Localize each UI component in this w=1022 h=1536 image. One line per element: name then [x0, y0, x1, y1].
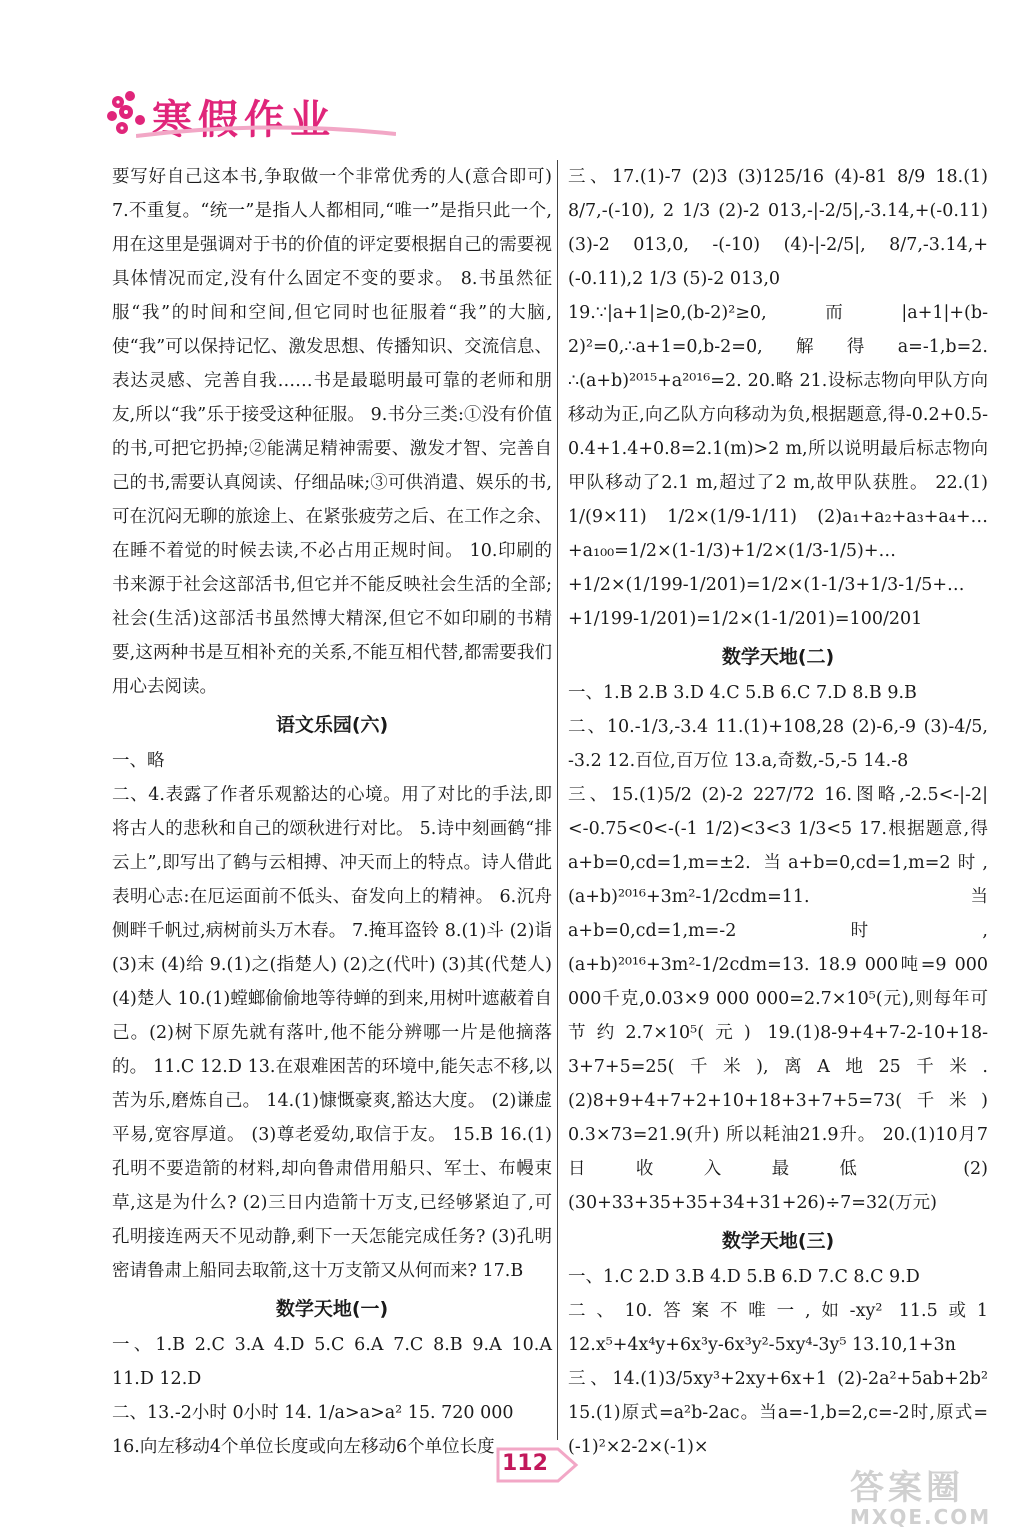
- page-header: [100, 82, 400, 152]
- right-column: [568, 160, 988, 1464]
- left-column: [112, 160, 552, 1464]
- watermark-line2: MXQE.COM: [850, 1505, 992, 1529]
- section-heading: 数学天地(一): [275, 1298, 389, 1320]
- section-heading: 数学天地(二): [721, 646, 835, 668]
- answer-paragraph: 一、略: [112, 751, 165, 771]
- answer-paragraph: 一、1.B 2.B 3.D 4.C 5.B 6.C 7.D 8.B 9.B: [568, 683, 917, 703]
- section-heading: 语文乐园(六): [275, 714, 389, 736]
- watermark: [850, 1460, 1000, 1530]
- watermark-line1: 答案圈: [850, 1468, 964, 1508]
- answer-paragraph: 19.∵|a+1|≥0,(b-2)²≥0,而|a+1|+(b-2)²=0,∴a+1=0,b-2=0,解得a=-1,b=2. ∴(a+b)²⁰¹⁵+a²⁰¹⁶=2. 20.略 21.设标志物向甲队方向移动为正,向乙队方向移动为负,根据题意,得-0.2+0.5-0.4+1.4+0.8=2.1(m)>2 m,所以说明最后标志物向甲队移动了2.1 m,超过了2 m,故甲队获胜。 22.(1) 1/(9×11) 1/2×(1/9-1/11) (2)a₁+a₂+a₃+a₄+…+a₁₀₀=1/2×(1-1/3)+1/2×(1/3-1/5)+…+1/2×(1/199-1/201)=1/2×(1-1/3+1/3-1/5+…+1/199-1/201)=1/2×(1-1/201)=100/201: [568, 303, 988, 629]
- header-swoosh-icon: [136, 122, 396, 140]
- answer-paragraph: 一、1.C 2.D 3.B 4.D 5.B 6.D 7.C 8.C 9.D: [568, 1267, 920, 1287]
- answer-paragraph: 二、10.-1/3,-3.4 11.(1)+108,28 (2)-6,-9 (3)-4/5, -3.2 12.百位,百万位 13.a,奇数,-5,-5 14.-8: [568, 717, 988, 771]
- answer-paragraph: 一、1.B 2.C 3.A 4.D 5.C 6.A 7.C 8.B 9.A 10.A 11.D 12.D: [112, 1335, 552, 1389]
- column-divider: [557, 160, 558, 1440]
- answer-paragraph: 三、17.(1)-7 (2)3 (3)125/16 (4)-81 8/9 18.(1) 8/7,-(-10), 2 1/3 (2)-2 013,-|-2/5|,-3.14,+(-0.11) (3)-2 013,0, -(-10) (4)-|-2/5|, 8/7,-3.14,+(-0.11),2 1/3 (5)-2 013,0: [568, 167, 988, 289]
- answer-paragraph: 三、15.(1)5/2 (2)-2 227/72 16.图略,-2.5<-|-2|<-0.75<0<-(-1 1/2)<3<3 1/3<5 17.根据题意,得a+b=0,cd=1,m=±2. 当a+b=0,cd=1,m=2时,(a+b)²⁰¹⁶+3m²-1/2cdm=11. 当a+b=0,cd=1,m=-2时,(a+b)²⁰¹⁶+3m²-1/2cdm=13. 18.9 000吨=9 000 000千克,0.03×9 000 000=2.7×10⁵(元),则每年可节约2.7×10⁵(元) 19.(1)8-9+4+7-2-10+18-3+7+5=25(千米),离A地25千米. (2)8+9+4+7+2+10+18+3+7+5=73(千米) 0.3×73=21.9(升) 所以耗油21.9升。 20.(1)10月7日收入最低 (2)(30+33+35+35+34+31+26)÷7=32(万元): [568, 785, 988, 1213]
- answer-paragraph: 要写好自己这本书,争取做一个非常优秀的人(意合即可) 7.不重复。“统一”是指人人都相同,“唯一”是指只此一个,用在这里是强调对于书的价值的评定要根据自己的需要视具体情况而定,没有什么固定不变的要求。 8.书虽然征服“我”的时间和空间,但它同时也征服着“我”的大脑,使“我”可以保持记忆、激发思想、传播知识、交流信息、表达灵感、完善自我……书是最聪明最可靠的老师和朋友,所以“我”乐于接受这种征服。 9.书分三类:①没有价值的书,可把它扔掉;②能满足精神需要、激发才智、完善自己的书,需要认真阅读、仔细品味;③可供消遣、娱乐的书,可在沉闷无聊的旅途上、在紧张疲劳之后、在工作之余、在睡不着觉的时候去读,不必占用正规时间。 10.印刷的书来源于社会这部活书,但它并不能反映社会生活的全部;社会(生活)这部活书虽然博大精深,但它不如印刷的书精要,这两种书是互相补充的关系,不能互相代替,都需要我们用心去阅读。: [112, 167, 552, 697]
- answer-paragraph: 二、10.答案不唯一,如-xy² 11.5或1 12.x⁵+4x⁴y+6x³y-6x³y²-5xy⁴-3y⁵ 13.10,1+3n: [568, 1301, 988, 1355]
- answer-paragraph: 二、13.-2小时 0小时 14. 1/a>a>a² 15. 720 000: [112, 1403, 514, 1423]
- section-heading: 数学天地(三): [721, 1230, 835, 1252]
- header-title: 寒假作业: [152, 97, 336, 143]
- answer-paragraph: 16.向左移动4个单位长度或向左移动6个单位长度: [112, 1437, 495, 1457]
- page-number-badge: [496, 1443, 580, 1487]
- answer-paragraph: 三、14.(1)3/5xy³+2xy+6x+1 (2)-2a²+5ab+2b² 15.(1)原式=a²b-2ac。当a=-1,b=2,c=-2时,原式=(-1)²×2-2×(-1)×: [568, 1369, 988, 1457]
- page-number: 112: [502, 1451, 548, 1476]
- answer-paragraph: 二、4.表露了作者乐观豁达的心境。用了对比的手法,即将古人的悲秋和自己的颂秋进行对比。 5.诗中刻画鹤“排云上”,即写出了鹤与云相搏、冲天而上的特点。诗人借此表明心志:在厄运面前不低头、奋发向上的精神。 6.沉舟侧畔千帆过,病树前头万木春。 7.掩耳盗铃 8.(1)斗 (2)诣 (3)末 (4)给 9.(1)之(指楚人) (2)之(代叶) (3)其(代楚人) (4)楚人 10.(1)螳螂偷偷地等待蝉的到来,用树叶遮蔽着自己。(2)树下原先就有落叶,他不能分辨哪一片是他摘落的。 11.C 12.D 13.在艰难困苦的环境中,能矢志不移,以苦为乐,磨炼自己。 14.(1)慷慨豪爽,豁达大度。 (2)谦虚平易,宽容厚道。 (3)尊老爱幼,取信于友。 15.B 16.(1)孔明不要造箭的材料,却向鲁肃借用船只、军士、布幔束草,这是为什么? (2)三日内造箭十万支,已经够紧迫了,可孔明接连两天不见动静,剩下一天怎能完成任务? (3)孔明密请鲁肃上船同去取箭,这十万支箭又从何而来? 17.B: [112, 785, 552, 1281]
